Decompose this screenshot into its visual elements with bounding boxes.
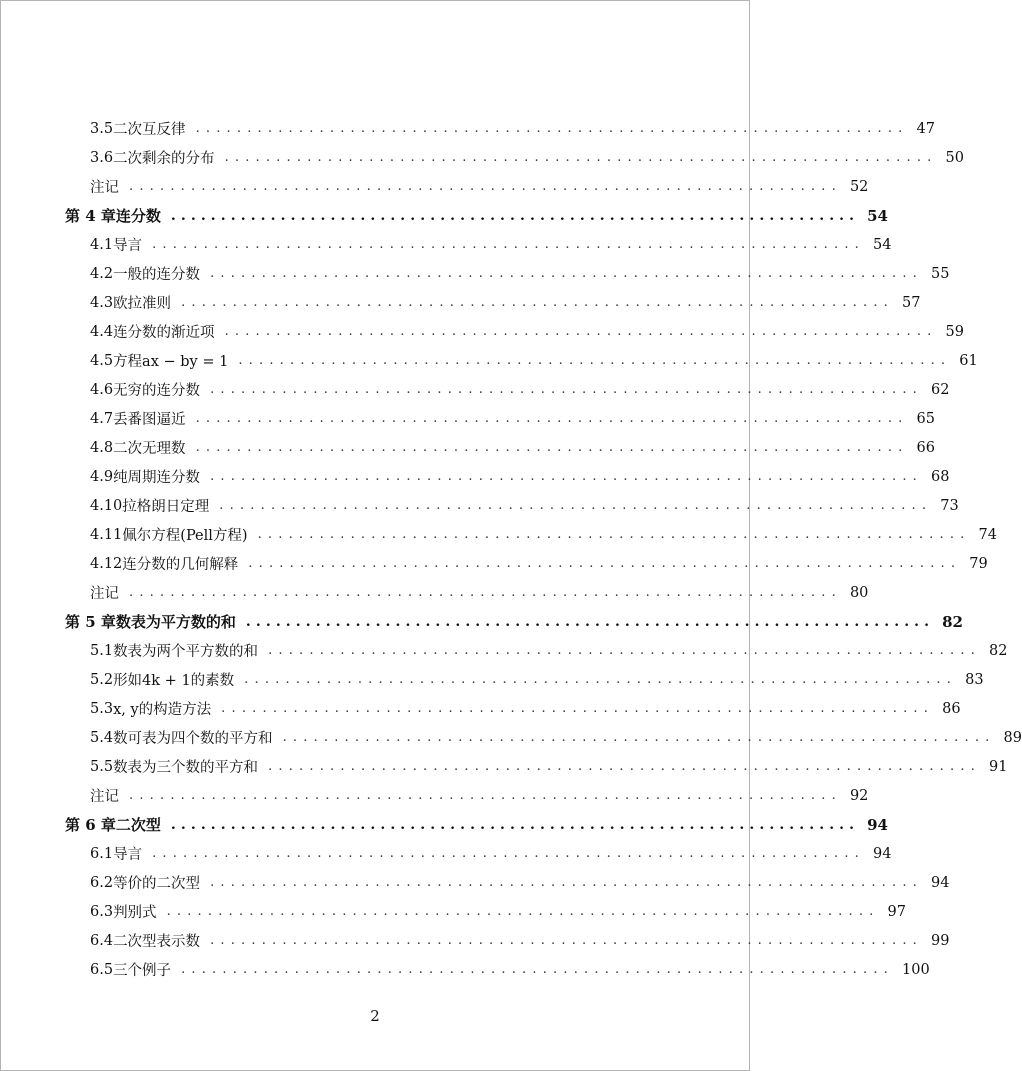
toc-entry-number: 4.5 <box>90 352 114 369</box>
toc-entry-page: 89 <box>1003 729 1022 746</box>
dot-leader: ..................................................................... <box>129 585 842 600</box>
toc-entry-number: 4.11 <box>90 526 123 543</box>
toc-entry-number: 5.4 <box>90 729 114 746</box>
toc-section-row[interactable] <box>1 723 1022 752</box>
toc-entry-number: 第 4 章 <box>65 207 116 225</box>
toc-entry-title: 注记 <box>90 180 119 196</box>
toc-entry-title: 数表为三个数的平方和 <box>113 760 259 776</box>
dot-leader: ..................................................................... <box>268 759 981 774</box>
toc-entry-page: 92 <box>849 787 869 804</box>
dot-leader: ..................................................................... <box>224 150 938 165</box>
toc-entry-title: 注记 <box>90 789 119 805</box>
dot-leader: ..................................................................... <box>170 816 860 833</box>
toc-section-row[interactable] <box>1 520 997 549</box>
toc-entry-title: 数表为平方数的和 <box>115 613 236 631</box>
toc-note-row[interactable] <box>1 578 869 607</box>
toc-entry-title: 丢番图逼近 <box>113 412 186 428</box>
dot-leader: ..................................................................... <box>248 556 962 571</box>
toc-entry-page: 66 <box>916 439 935 456</box>
toc-entry-number: 5.1 <box>90 642 114 659</box>
toc-entry-title: 判别式 <box>113 905 157 921</box>
toc-section-row[interactable] <box>1 259 950 288</box>
toc-section-row[interactable] <box>1 926 950 955</box>
toc-entry-title: 导言 <box>113 847 143 863</box>
toc-entry-number: 第 6 章 <box>65 816 116 834</box>
toc-entry-title: 欧拉准则 <box>113 296 172 312</box>
toc-entry-title: 三个例子 <box>113 963 172 979</box>
toc-section-row[interactable] <box>1 375 950 404</box>
toc-entry-page: 54 <box>873 236 892 253</box>
toc-entry-title: 导言 <box>113 238 143 254</box>
toc-section-row[interactable] <box>1 636 1008 665</box>
dot-leader: ..................................................................... <box>210 933 923 948</box>
toc-entry-title: 无穷的连分数 <box>113 383 201 399</box>
toc-entry-number: 4.8 <box>90 439 114 456</box>
toc-entry-page: 73 <box>940 497 959 514</box>
dot-leader: ..................................................................... <box>210 382 923 397</box>
dot-leader: ..................................................................... <box>129 179 842 194</box>
toc-entry-number: 4.10 <box>90 497 123 514</box>
toc-section-row[interactable] <box>1 955 930 984</box>
dot-leader: ..................................................................... <box>268 643 981 658</box>
toc-entry-title: 连分数的几何解释 <box>122 557 239 573</box>
toc-entry-page: 54 <box>867 206 888 225</box>
toc-entry-title: 连分数的渐近项 <box>113 325 215 341</box>
toc-chapter-row[interactable] <box>1 201 888 230</box>
toc-entry-page: 57 <box>902 294 921 311</box>
toc-entry-title: 纯周期连分数 <box>113 470 201 486</box>
table-of-contents <box>1 114 1022 984</box>
toc-entry-number: 5.5 <box>90 758 114 775</box>
toc-entry-page: 68 <box>931 468 950 485</box>
toc-entry-page: 100 <box>902 961 930 978</box>
dot-leader: ..................................................................... <box>166 904 880 919</box>
toc-entry-page: 52 <box>849 178 869 195</box>
toc-entry-page: 86 <box>942 700 961 717</box>
toc-entry-title: 一般的连分数 <box>113 267 201 283</box>
dot-leader: ..................................................................... <box>181 962 894 977</box>
toc-entry-title: 二次互反律 <box>113 122 186 138</box>
toc-entry-number: 5.3 <box>90 700 114 717</box>
toc-entry-title: 二次型 <box>115 816 161 834</box>
toc-section-row[interactable] <box>1 143 964 172</box>
toc-section-row[interactable] <box>1 752 1008 781</box>
dot-leader: ..................................................................... <box>245 613 935 630</box>
toc-section-row[interactable] <box>1 230 892 259</box>
dot-leader: ..................................................................... <box>219 498 933 513</box>
dot-leader: ..................................................................... <box>210 875 923 890</box>
dot-leader: ..................................................................... <box>221 701 935 716</box>
toc-section-row[interactable] <box>1 114 935 143</box>
toc-entry-title: x, y的构造方法 <box>113 702 212 718</box>
toc-entry-number: 6.4 <box>90 932 114 949</box>
toc-entry-page: 79 <box>969 555 988 572</box>
toc-section-row[interactable] <box>1 868 950 897</box>
toc-entry-page: 65 <box>916 410 935 427</box>
toc-entry-number: 3.6 <box>90 149 114 166</box>
toc-entry-number: 4.9 <box>90 468 114 485</box>
toc-section-row[interactable] <box>1 897 906 926</box>
toc-entry-title: 佩尔方程(Pell方程) <box>122 528 248 544</box>
toc-entry-title: 数表为两个平方数的和 <box>113 644 259 660</box>
toc-entry-number: 6.2 <box>90 874 114 891</box>
dot-leader: ..................................................................... <box>210 469 923 484</box>
toc-entry-page: 94 <box>873 845 892 862</box>
toc-section-row[interactable] <box>1 462 950 491</box>
page-number-footer: 2 <box>370 1007 380 1025</box>
dot-leader: ..................................................................... <box>282 730 996 745</box>
toc-entry-number: 4.4 <box>90 323 114 340</box>
dot-leader: ..................................................................... <box>224 324 938 339</box>
toc-entry-page: 83 <box>965 671 984 688</box>
toc-section-row[interactable] <box>1 839 892 868</box>
toc-entry-page: 47 <box>916 120 935 137</box>
toc-entry-number: 5.2 <box>90 671 114 688</box>
toc-entry-number: 6.1 <box>90 845 114 862</box>
toc-entry-page: 94 <box>867 815 888 834</box>
dot-leader: ..................................................................... <box>257 527 971 542</box>
toc-entry-title: 注记 <box>90 586 119 602</box>
toc-entry-title: 数可表为四个数的平方和 <box>113 731 273 747</box>
toc-section-row[interactable] <box>1 317 964 346</box>
toc-entry-number: 4.7 <box>90 410 114 427</box>
dot-leader: ..................................................................... <box>195 440 909 455</box>
toc-entry-number: 6.3 <box>90 903 114 920</box>
toc-section-row[interactable] <box>1 288 921 317</box>
toc-entry-page: 99 <box>931 932 950 949</box>
toc-entry-page: 80 <box>849 584 869 601</box>
toc-entry-page: 94 <box>931 874 950 891</box>
toc-section-row[interactable] <box>1 665 984 694</box>
toc-section-row[interactable] <box>1 491 959 520</box>
toc-section-row[interactable] <box>1 346 978 375</box>
toc-entry-number: 6.5 <box>90 961 114 978</box>
dot-leader: ..................................................................... <box>181 295 894 310</box>
toc-entry-page: 61 <box>959 352 978 369</box>
toc-entry-page: 82 <box>942 612 963 631</box>
dot-leader: ..................................................................... <box>129 788 842 803</box>
toc-entry-number: 4.1 <box>90 236 114 253</box>
toc-entry-page: 55 <box>931 265 950 282</box>
dot-leader: ..................................................................... <box>152 237 865 252</box>
toc-entry-title: 二次无理数 <box>113 441 186 457</box>
toc-note-row[interactable] <box>1 781 869 810</box>
toc-entry-page: 62 <box>931 381 950 398</box>
toc-entry-page: 50 <box>945 149 964 166</box>
toc-entry-page: 59 <box>945 323 964 340</box>
toc-entry-number: 3.5 <box>90 120 114 137</box>
dot-leader: ..................................................................... <box>210 266 923 281</box>
toc-section-row[interactable] <box>1 433 935 462</box>
toc-entry-page: 91 <box>989 758 1008 775</box>
toc-entry-page: 82 <box>989 642 1008 659</box>
toc-entry-number: 4.2 <box>90 265 114 282</box>
toc-entry-title: 拉格朗日定理 <box>122 499 210 515</box>
toc-section-row[interactable] <box>1 694 961 723</box>
dot-leader: ..................................................................... <box>244 672 958 687</box>
toc-entry-title: 二次型表示数 <box>113 934 201 950</box>
toc-entry-title: 方程ax − by = 1 <box>113 354 229 370</box>
toc-entry-title: 等价的二次型 <box>113 876 201 892</box>
toc-entry-number: 第 5 章 <box>65 613 116 631</box>
dot-leader: ..................................................................... <box>170 207 860 224</box>
dot-leader: ..................................................................... <box>238 353 952 368</box>
dot-leader: ..................................................................... <box>152 846 865 861</box>
toc-section-row[interactable] <box>1 549 988 578</box>
toc-entry-page: 97 <box>887 903 906 920</box>
toc-entry-title: 形如4k + 1的素数 <box>113 673 235 689</box>
toc-entry-title: 连分数 <box>115 207 161 225</box>
toc-entry-number: 4.3 <box>90 294 114 311</box>
toc-chapter-row[interactable] <box>1 810 888 839</box>
dot-leader: ..................................................................... <box>195 121 909 136</box>
toc-chapter-row[interactable] <box>1 607 963 636</box>
toc-note-row[interactable] <box>1 172 869 201</box>
toc-entry-page: 74 <box>978 526 997 543</box>
toc-entry-number: 4.6 <box>90 381 114 398</box>
toc-entry-number: 4.12 <box>90 555 123 572</box>
toc-entry-title: 二次剩余的分布 <box>113 151 215 167</box>
toc-section-row[interactable] <box>1 404 935 433</box>
dot-leader: ..................................................................... <box>195 411 909 426</box>
